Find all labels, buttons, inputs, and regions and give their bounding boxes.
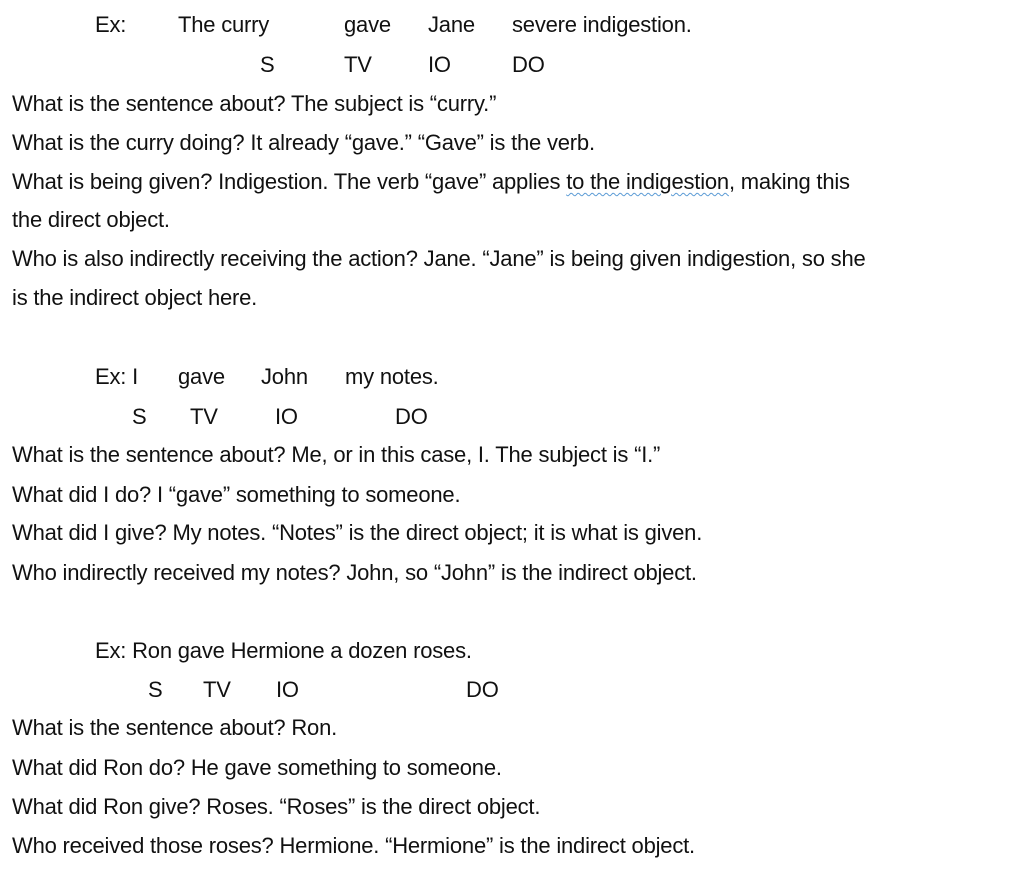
- question-line: What is the sentence about? Me, or in this case, I. The subject is “I.”: [12, 442, 661, 467]
- question-line: What is the sentence about? Ron.: [12, 715, 338, 740]
- question-line: Who indirectly received my notes? John, so “John” is the indirect object.: [12, 560, 697, 585]
- question-line-continued: is the indirect object here.: [12, 285, 258, 310]
- sentence-verb: gave: [178, 364, 225, 389]
- tag-verb: TV: [203, 677, 231, 702]
- sentence-direct-object: severe indigestion.: [512, 12, 692, 37]
- tag-subject: S: [260, 52, 275, 77]
- tag-indirect-object: IO: [275, 404, 298, 429]
- sentence-direct-object: my notes.: [345, 364, 439, 389]
- sentence-indirect-object: John: [261, 364, 308, 389]
- question-line: What did I do? I “gave” something to someone.: [12, 482, 461, 507]
- question-line: Who received those roses? Hermione. “Hermione” is the indirect object.: [12, 833, 695, 858]
- tag-subject: S: [148, 677, 163, 702]
- tag-direct-object: DO: [395, 404, 428, 429]
- question-line: What is the curry doing? It already “gave.” “Gave” is the verb.: [12, 130, 595, 155]
- example-label: Ex: I: [95, 364, 139, 389]
- question-line: What did Ron give? Roses. “Roses” is the direct object.: [12, 794, 541, 819]
- tag-direct-object: DO: [512, 52, 545, 77]
- tag-subject: S: [132, 404, 147, 429]
- tag-indirect-object: IO: [276, 677, 299, 702]
- question-line: [12, 169, 850, 195]
- question-line: What did Ron do? He gave something to someone.: [12, 755, 502, 780]
- question-line: What is the sentence about? The subject is “curry.”: [12, 91, 497, 116]
- example-sentence: Ex: Ron gave Hermione a dozen roses.: [95, 638, 472, 663]
- sentence-verb: gave: [344, 12, 391, 37]
- question-line: What did I give? My notes. “Notes” is the direct object; it is what is given.: [12, 520, 703, 545]
- tag-verb: TV: [190, 404, 218, 429]
- line-text: What is being given? Indigestion. The verb “gave” applies: [12, 169, 567, 194]
- tag-indirect-object: IO: [428, 52, 451, 77]
- tag-verb: TV: [344, 52, 372, 77]
- sentence-indirect-object: Jane: [428, 12, 475, 37]
- question-line: Who is also indirectly receiving the action? Jane. “Jane” is being given indigestion, so she: [12, 246, 866, 271]
- example-label: Ex:: [95, 12, 127, 37]
- sentence-subject: The curry: [178, 12, 270, 37]
- spellcheck-flagged-text[interactable]: to the indigestion: [566, 169, 729, 194]
- line-text: , making this: [728, 169, 850, 194]
- question-line-continued: the direct object.: [12, 207, 170, 232]
- tag-direct-object: DO: [466, 677, 499, 702]
